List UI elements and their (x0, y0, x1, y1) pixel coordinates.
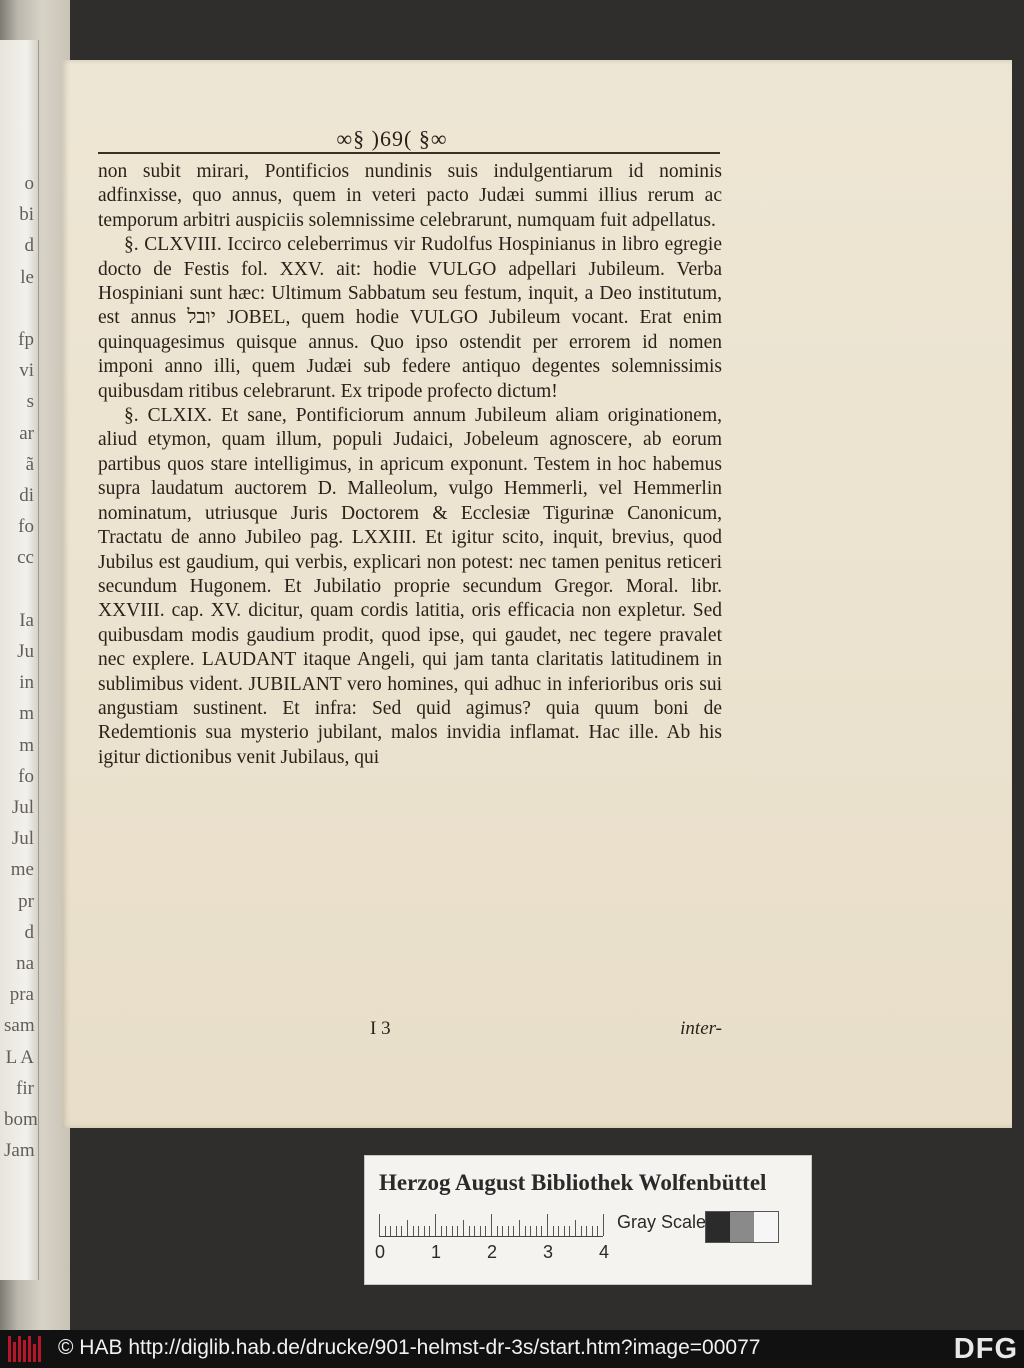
ruler-tick (508, 1226, 509, 1236)
left-page-fragments: o bi d le fp vi s ar ã di fo cc Ia Ju in m m fo Jul Jul me pr d na pra sam L A fir bom Jam (4, 173, 38, 1162)
ruler-label: 1 (431, 1242, 442, 1262)
ruler-tick (401, 1226, 402, 1236)
ruler-tick (491, 1214, 492, 1236)
hab-logo-icon (8, 1336, 46, 1362)
ruler-tick (502, 1226, 503, 1236)
ruler-tick (547, 1214, 548, 1236)
page-text (98, 160, 722, 770)
swatch-dark (706, 1212, 730, 1242)
ruler-tick (592, 1226, 593, 1236)
ruler-tick (603, 1214, 604, 1236)
page-footer (98, 1018, 722, 1042)
ruler-label: 4 (599, 1242, 610, 1262)
library-name: Herzog August Bibliothek Wolfenbüttel (379, 1170, 767, 1195)
dfg-logo: DFG (953, 1333, 1018, 1365)
library-scale-card (364, 1155, 812, 1285)
ruler (379, 1212, 603, 1237)
ruler-tick (575, 1220, 576, 1236)
ruler-label: 2 (487, 1242, 498, 1262)
page-header: ∞§ )69( §∞ (336, 126, 448, 151)
ruler-tick (558, 1226, 559, 1236)
swatch-light (754, 1212, 778, 1242)
ruler-tick (418, 1226, 419, 1236)
ruler-tick (474, 1226, 475, 1236)
ruler-tick (525, 1226, 526, 1236)
ruler-tick (457, 1226, 458, 1236)
ruler-tick (553, 1226, 554, 1236)
catchword: inter- (680, 1018, 722, 1039)
ruler-tick (513, 1226, 514, 1236)
ruler-tick (429, 1226, 430, 1236)
ruler-tick (463, 1220, 464, 1236)
ruler-tick (497, 1226, 498, 1236)
signature-mark: I 3 (370, 1018, 391, 1039)
ruler-labels (375, 1242, 619, 1266)
gray-scale-swatches (705, 1211, 779, 1243)
ruler-tick (424, 1226, 425, 1236)
ruler-label: 3 (543, 1242, 554, 1262)
header-rule (98, 152, 720, 154)
ruler-tick (530, 1226, 531, 1236)
footer-bar (0, 1330, 1024, 1368)
ruler-tick (569, 1226, 570, 1236)
ruler-tick (396, 1226, 397, 1236)
paragraph-1: non subit mirari, Pontificios nundinis suis indulgentiarum id nominis adfinxisse, quo annus, quem in veteri pacto Judæi summi illius rerum ac temporum arbitri auspiciis solemnissime celebrarunt, numquam fuit adpellatus. (98, 161, 722, 231)
ruler-tick (485, 1226, 486, 1236)
ruler-tick (581, 1226, 582, 1236)
paragraph-2: §. CLXVIII. Iccirco celeberrimus vir Rudolfus Hospinianus in libro egregie docto de Festis fol. XXV. ait: hodie VULGO adpellari Jubileum. Verba Hospiniani sunt hæc: Ultimum Sabbatum seu festum, inquit, a Deo institutum, est annus יובל JOBEL, quem hodie VULGO Jubileum vocant. Erat enim quinquagesimus quisque annus. Quo ipso ostendit per errorem id nomen imponi anno illi, quem Judæi sub federe antiquo degentes solemnissimis quibusdam ritibus celebrarunt. Ex tripode profecto dictum! (98, 234, 723, 402)
copyright-link[interactable]: © HAB http://diglib.hab.de/drucke/901-helmst-dr-3s/start.htm?image=00077 (58, 1336, 761, 1359)
swatch-mid (730, 1212, 754, 1242)
ruler-tick (541, 1226, 542, 1236)
ruler-tick (385, 1226, 386, 1236)
ruler-tick (597, 1226, 598, 1236)
gray-scale-label: Gray Scale (617, 1212, 707, 1232)
ruler-tick (435, 1214, 436, 1236)
ruler-tick (586, 1226, 587, 1236)
ruler-tick (452, 1226, 453, 1236)
ruler-tick (379, 1214, 380, 1236)
ruler-tick (536, 1226, 537, 1236)
ruler-tick (480, 1226, 481, 1236)
paragraph-3: §. CLXIX. Et sane, Pontificiorum annum Jubileum aliam originationem, aliud etymon, quam illum, populi Judaici, Jobeleum agnoscere, ab eorum partibus quos stare intelligimus, in apricum exponunt. Testem in hoc habemus supra laudatum auctorem D. Malleolum, vulgo Hemmerli, vel Hemmerlin nominatum, utriusque Juris Doctorem & Ecclesiæ Tigurinæ Canonicum, Tractatu de anno Jubileo pag. LXXIII. Et igitur scito, inquit, brevius, quod Jubilus est gaudium, qui verbis, explicari non potest: nec tamen penitus reticeri secundum Hugonem. Et Jubilatio proprie secundum Gregor. Moral. libr. XXVIII. cap. XV. dicitur, quam cordis latitia, oris efficacia non expletur. Sed quibusdam modis gaudium prodit, quod ipse, qui gaudet, nec tegere pravalet nec explere. LAUDANT itaque Angeli, qui jam tanta claritatis latitudinem in sublimibus vident. JUBILANT vero homines, qui adhuc in inferioribus oris sui angustiam sustinent. Et infra: Sed quid agimus? quia quum boni de Redemtionis sua mysterio jubilant, malos invidia inflamat. Hac ille. Ab his igitur dictionibus venit Jubilaus, qui (98, 405, 722, 768)
ruler-tick (407, 1220, 408, 1236)
ruler-tick (469, 1226, 470, 1236)
ruler-tick (390, 1226, 391, 1236)
book-page (62, 60, 1012, 1128)
ruler-tick (519, 1220, 520, 1236)
ruler-tick (446, 1226, 447, 1236)
ruler-tick (564, 1226, 565, 1236)
ruler-tick (413, 1226, 414, 1236)
ruler-tick (441, 1226, 442, 1236)
ruler-label: 0 (375, 1242, 386, 1262)
left-page-edge (0, 0, 70, 1330)
